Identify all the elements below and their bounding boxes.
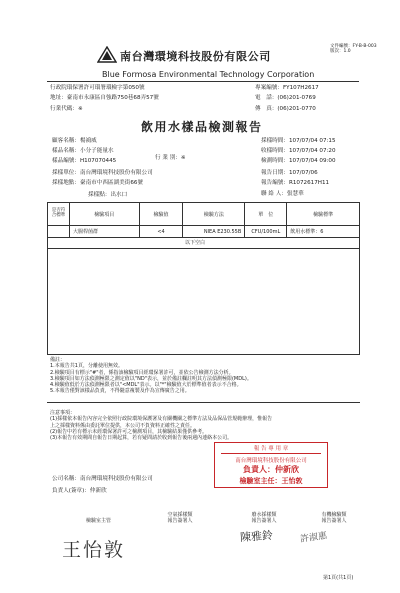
row-value: <4 <box>139 226 183 238</box>
notes-heading: 備註： <box>50 357 66 363</box>
industry-line: 行業代碼：※ <box>50 106 83 112</box>
row-method: NIEA E230.55B <box>183 226 245 238</box>
signature-lab-supervisor: 王怡敦 <box>62 539 126 561</box>
report-number: 報告編號：R1072617H11 <box>261 180 330 186</box>
doc-code-version: 版次：1.0 <box>330 49 351 55</box>
receive-time: 收樣時間：107/07/04 07:20 <box>261 148 336 154</box>
stamp-title: 報 告 專 用 章 <box>221 445 321 454</box>
row-item: 大腸桿菌群 <box>69 226 139 238</box>
precautions-heading: 注意事項： <box>50 410 76 416</box>
stamp-lab-director: 檢驗室主任：王怡敦 <box>239 477 303 485</box>
permit-line: 行政院環保署許可環署環檢字第050號 <box>50 85 145 91</box>
header-unit: 單 位 <box>245 203 287 226</box>
company-logo-icon <box>97 46 117 63</box>
blank-note: 以下空白 <box>185 240 206 246</box>
notes-rule <box>47 402 360 403</box>
signature-organic: 許淑惠 <box>299 531 328 545</box>
sample-number: 樣品編號：H107070445 <box>52 158 117 164</box>
company-name-cn: 南台灣環境科技股份有限公司 <box>120 50 271 63</box>
report-date: 報告日期：107/07/06 <box>261 170 318 176</box>
row-standard: 飲用水標準：6 <box>287 226 360 238</box>
client-name: 顧客名稱：楊鴻威 <box>52 138 97 144</box>
precaution-line: (1)採樣依本報告內容完全依照行政院環境保護署及有關機關之標準方法及品保品管規範辦理，惟報告 <box>50 416 273 423</box>
doc-code <box>330 44 377 55</box>
header-item: 檢驗項目 <box>69 203 139 226</box>
role-organic-signer: 有機檢驗類 報告簽署人 <box>321 512 347 525</box>
report-stamp <box>214 442 328 488</box>
header-value: 檢驗值 <box>139 203 183 226</box>
precaution-line: (3)本報告有效期間自報告日期起算，若有疑問請於收到報告後兩週內連絡本公司。 <box>50 435 233 441</box>
contact-person: 聯 絡 人：張慧華 <box>261 191 304 197</box>
note-line: 1.本報告共1頁，分離使用無效。 <box>50 363 123 370</box>
footer-responsible: 負責人(簽章)：仲新欣 <box>52 488 107 494</box>
role-lab-supervisor: 檢驗室主管 <box>86 518 112 524</box>
industry-type: 行 業 別：※ <box>155 155 186 161</box>
header-method: 檢驗方法 <box>183 203 245 226</box>
notes-block <box>50 357 252 395</box>
report-title: 飲用水樣品檢測報告 <box>141 120 263 134</box>
blank-note-rule <box>47 248 360 249</box>
header-rule <box>47 81 359 82</box>
sampling-time: 採樣時間：107/07/04 07:15 <box>261 138 336 144</box>
precaution-line: (2)報告中若有標示未經環保署許可之檢測項目，其檢驗結果僅供參考。 <box>50 428 208 435</box>
precaution-line: 上之採樣資料係由委託單位提供，本公司不負資料正確性之責任。 <box>50 422 196 429</box>
row-compliance <box>48 226 70 238</box>
address-line: 地址：臺南市永康區自強路750巷68弄57號 <box>50 95 159 101</box>
stamp-responsible: 負責人：仲新欣 <box>243 465 299 474</box>
sampling-point: 採樣點：出水口 <box>88 192 128 198</box>
company-name-en: Blue Formosa Environmental Technology Corporation <box>102 70 315 79</box>
table-row <box>48 226 360 238</box>
phone-line: 電 話：(06)201-0769 <box>255 95 316 101</box>
note-line: 4.檢驗值低於方法偵測極限者以"<MDL"表示。以"*"檢驗值大於標準值者表示不合格。 <box>50 382 242 388</box>
results-table <box>47 202 360 238</box>
sampling-location: 採樣地點：臺南市中西區湖美街66號 <box>52 180 144 186</box>
header-standard: 檢驗標準 <box>287 203 360 226</box>
role-wastewater-signer: 廢水採樣類 報告簽署人 <box>251 512 277 525</box>
role-air-signer: 空氣採樣類 報告簽署人 <box>167 512 193 525</box>
footer-company: 公司名稱：南台灣環境科技股份有限公司 <box>52 476 153 482</box>
precautions-block <box>50 410 272 441</box>
note-line: 5.本報告僅對該樣品負責，不得隨意複製及作為宣傳廣告之用。 <box>50 388 190 395</box>
project-number: 專案編號：FY107H2617 <box>255 85 319 91</box>
note-line: 3.檢驗項目如方法偵測極限之測定值以"ND"表示，並於備註欄註明其方法偵測極限(MDL)。 <box>50 375 252 382</box>
doc-code-number: 文件編號：FY-B-B-003 <box>330 44 377 49</box>
sampling-unit: 採樣單位：南台灣環境科技股份有限公司 <box>52 170 153 176</box>
signature-wastewater: 陳雅鈴 <box>239 528 274 545</box>
row-unit: CFU/100mL <box>245 226 287 238</box>
page-number: 第1頁(共1頁) <box>323 575 354 581</box>
header-compliance: 是否符合標準 <box>48 203 70 226</box>
test-time: 檢測時間：107/07/04 09:00 <box>261 158 336 164</box>
fax-line: 傳 真：(06)201-0770 <box>255 106 316 112</box>
sample-name: 樣品名稱：小分子能量水 <box>52 148 114 154</box>
table-header-row <box>48 203 360 226</box>
note-line: 2.檢驗項目有標示"#"者，係指該檢驗項目經環保署許可，並依公告檢測方法分析。 <box>50 369 234 376</box>
stamp-company: 南台灣環境科技股份有限公司 <box>235 458 307 464</box>
